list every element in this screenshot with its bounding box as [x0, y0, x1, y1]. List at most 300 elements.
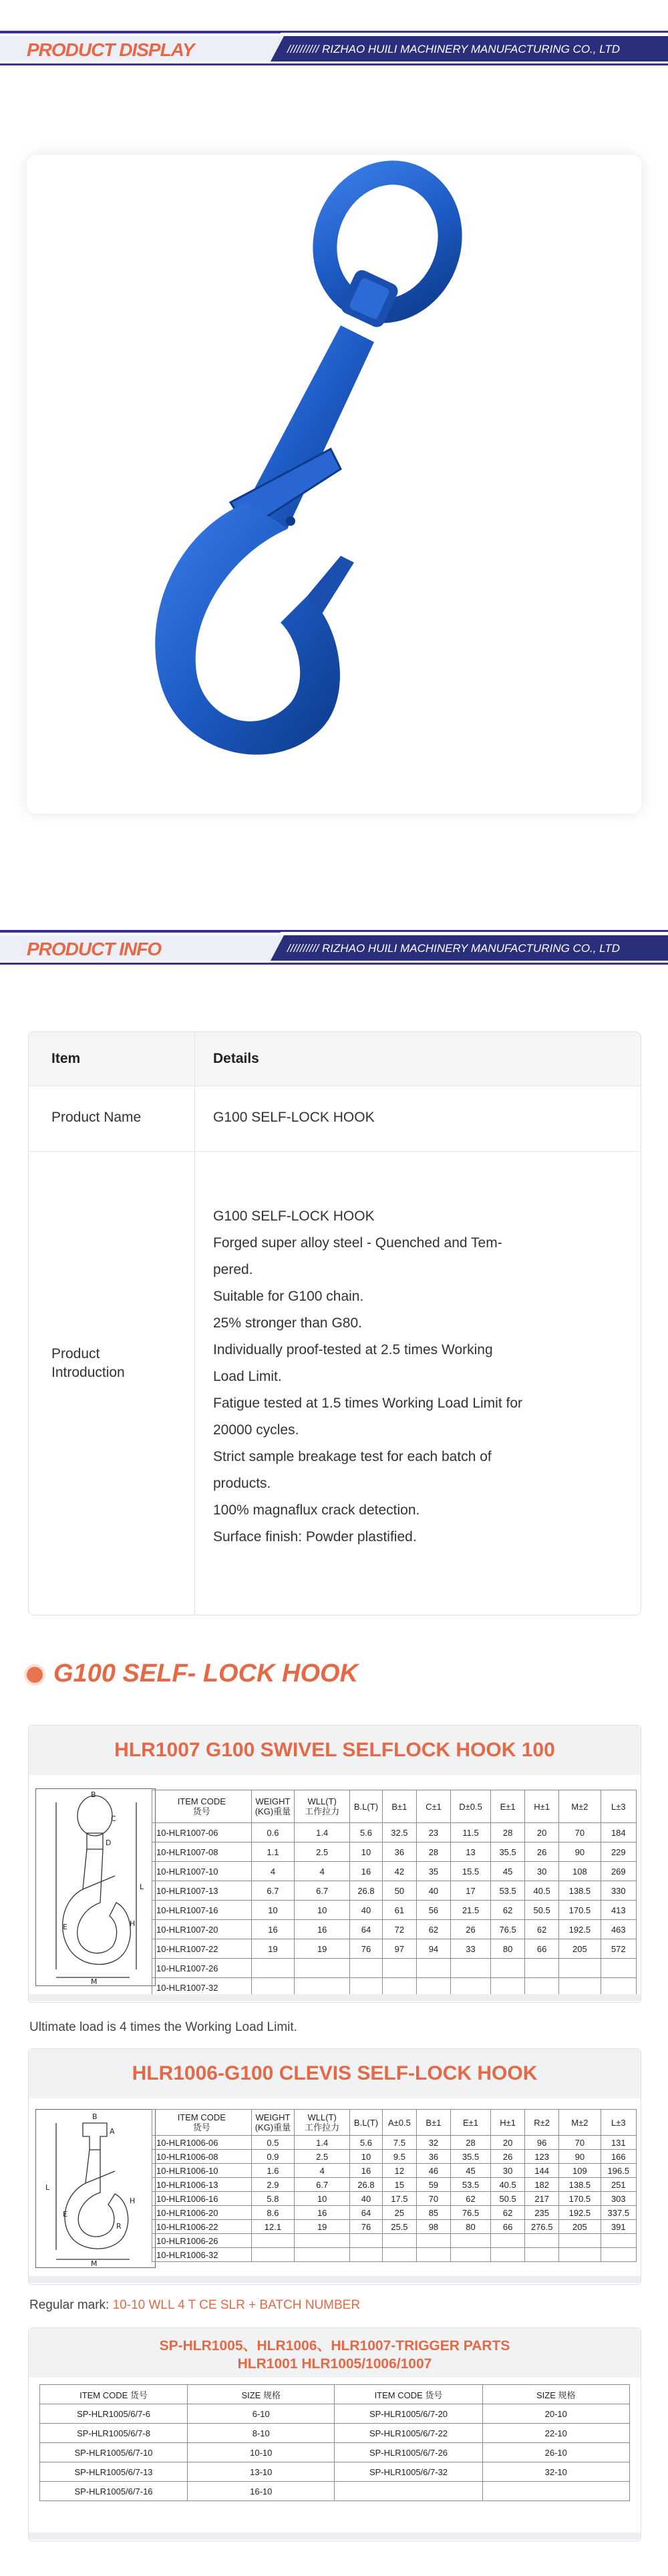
bullet-icon: [27, 1667, 43, 1683]
spec-header-cell: B.L(T): [350, 1790, 383, 1823]
spec-table: [152, 1790, 637, 1997]
spec-value-cell: [491, 2234, 525, 2248]
spec-value-cell: 10: [350, 2150, 383, 2164]
spec-value-cell: 35.5: [491, 1842, 525, 1862]
dim-label: R: [116, 2222, 122, 2231]
spec-value-cell: 2.9: [251, 2178, 295, 2192]
spec-value-cell: [601, 1959, 636, 1978]
banner-company: ////////// RIZHAO HUILI MACHINERY MANUFACTURING CO., LTD: [287, 942, 621, 955]
item-code-cell: 10-HLR1007-22: [152, 1939, 252, 1959]
spec-value-cell: 10: [295, 1901, 350, 1920]
spec-value-cell: 30: [491, 2164, 525, 2178]
trigger-table: [39, 2384, 630, 2501]
spec-value-cell: 64: [350, 2206, 383, 2220]
intro-label-1: Product: [51, 1346, 100, 1361]
trigger-parts-block: [28, 2327, 641, 2541]
trigger-cell: 26-10: [482, 2443, 630, 2462]
spec-value-cell: 40: [350, 1901, 383, 1920]
spec-value-cell: 76: [350, 2220, 383, 2234]
spec-value-cell: 45: [450, 2164, 490, 2178]
dim-label: L: [45, 2183, 50, 2192]
spec-header-cell: A±0.5: [382, 2110, 416, 2136]
spec-value-cell: 11.5: [450, 1823, 490, 1842]
spec-value-cell: 40: [350, 2192, 383, 2206]
spec-value-cell: 5.6: [350, 1823, 383, 1842]
trigger-title-1: SP-HLR1005、HLR1006、HLR1007-TRIGGER PARTS: [159, 2338, 510, 2354]
spec-title: HLR1007 G100 SWIVEL SELFLOCK HOOK 100: [29, 1726, 641, 1775]
intro-line: 20000 cycles.: [213, 1422, 299, 1438]
spec-header-cell: E±1: [491, 1790, 525, 1823]
intro-line: Suitable for G100 chain.: [213, 1289, 364, 1304]
spec-header-cell: WEIGHT (KG)重量: [251, 2110, 295, 2136]
dim-label: H: [130, 1919, 136, 1928]
spec-header-cell: B.L(T): [350, 2110, 383, 2136]
hook-drawing: [35, 1788, 156, 1986]
spec-value-cell: [491, 2248, 525, 2262]
banner-title: PRODUCT INFO: [27, 939, 162, 959]
trigger-cell: 20-10: [482, 2404, 630, 2424]
spec-value-cell: 0.5: [251, 2136, 295, 2150]
dim-label: D: [106, 1838, 112, 1847]
spec-value-cell: 80: [491, 1939, 525, 1959]
product-name-label: Product Name: [51, 1110, 142, 1125]
spec-value-cell: 80: [450, 2220, 490, 2234]
spec-block-hlr1006: [28, 2048, 641, 2285]
spec-value-cell: 32.5: [382, 1823, 416, 1842]
spec-value-cell: [350, 2248, 383, 2262]
spec-value-cell: 337.5: [601, 2206, 636, 2220]
spec-value-cell: 1.1: [251, 1842, 295, 1862]
dim-label: M: [91, 1977, 98, 1985]
spec-value-cell: 9.5: [382, 2150, 416, 2164]
item-code-cell: 10-HLR1006-10: [152, 2164, 252, 2178]
spec-row: [152, 1939, 637, 1959]
spec-value-cell: 28: [491, 1823, 525, 1842]
dim-label: M: [91, 2259, 98, 2267]
intro-line: Forged super alloy steel - Quenched and Tem-: [213, 1235, 502, 1251]
spec-value-cell: 70: [559, 2136, 601, 2150]
spec-value-cell: 205: [559, 2220, 601, 2234]
dim-label: E: [63, 2210, 67, 2219]
item-code-cell: 10-HLR1006-32: [152, 2248, 252, 2262]
spec-value-cell: 184: [601, 1823, 636, 1842]
trigger-cell: 16-10: [188, 2482, 335, 2501]
dim-label: E: [63, 1923, 67, 1931]
trigger-cell: SP-HLR1005/6/7-32: [335, 2462, 482, 2482]
dim-label: B: [91, 1790, 96, 1799]
spec-row: [152, 2164, 637, 2178]
spec-value-cell: [450, 2234, 490, 2248]
spec-header-row: [152, 2110, 637, 2136]
spec-value-cell: 50.5: [491, 2192, 525, 2206]
spec-value-cell: 235: [525, 2206, 559, 2220]
spec-value-cell: 26.8: [350, 1881, 383, 1901]
spec-row: [152, 1959, 637, 1978]
spec-value-cell: 6.7: [295, 1881, 350, 1901]
trigger-title-2: HLR1001 HLR1005/1006/1007: [237, 2356, 432, 2372]
spec-value-cell: 26.8: [350, 2178, 383, 2192]
product-name-value: G100 SELF-LOCK HOOK: [213, 1110, 375, 1125]
product-name-row: [29, 1086, 641, 1152]
section-heading-text: G100 SELF- LOCK HOOK: [53, 1659, 359, 1687]
spec-header-cell: B±1: [382, 1790, 416, 1823]
spec-value-cell: 28: [416, 1842, 450, 1862]
spec-value-cell: 46: [416, 2164, 450, 2178]
spec-header-cell: H±1: [525, 1790, 559, 1823]
spec-value-cell: [416, 1959, 450, 1978]
spec-value-cell: 1.6: [251, 2164, 295, 2178]
spec-value-cell: 6.7: [251, 1881, 295, 1901]
trigger-row: [40, 2462, 630, 2482]
spec-value-cell: 32: [416, 2136, 450, 2150]
spec-header-row: [152, 1790, 637, 1823]
spec-header-cell: D±0.5: [450, 1790, 490, 1823]
spec-value-cell: 572: [601, 1939, 636, 1959]
spec-row: [152, 1823, 637, 1842]
item-code-cell: 10-HLR1006-26: [152, 2234, 252, 2248]
trigger-header-cell: SIZE 规格: [188, 2385, 335, 2404]
spec-value-cell: 170.5: [559, 1901, 601, 1920]
spec-value-cell: 192.5: [559, 1920, 601, 1939]
spec-value-cell: 182: [525, 2178, 559, 2192]
spec-value-cell: [525, 1959, 559, 1978]
spec-value-cell: 98: [416, 2220, 450, 2234]
trigger-row: [40, 2443, 630, 2462]
spec-value-cell: 66: [491, 2220, 525, 2234]
intro-label-2: Introduction: [51, 1365, 125, 1380]
spec-value-cell: 62: [491, 1901, 525, 1920]
spec-row: [152, 2220, 637, 2234]
spec-value-cell: 40: [416, 1881, 450, 1901]
spec-row: [152, 2178, 637, 2192]
spec-row: [152, 2248, 637, 2262]
intro-line: Surface finish: Powder plastified.: [213, 1529, 417, 1545]
spec-value-cell: [450, 1959, 490, 1978]
intro-line: G100 SELF-LOCK HOOK: [213, 1209, 375, 1224]
header-details: Details: [213, 1051, 259, 1066]
spec-value-cell: 12.1: [251, 2220, 295, 2234]
spec-value-cell: [251, 2248, 295, 2262]
spec-header-cell: WLL(T) 工作拉力: [295, 1790, 350, 1823]
spec-value-cell: 196.5: [601, 2164, 636, 2178]
spec-value-cell: [295, 1959, 350, 1978]
spec-value-cell: 33: [450, 1939, 490, 1959]
intro-text: [213, 1203, 614, 1551]
intro-line: Individually proof-tested at 2.5 times Working: [213, 1342, 493, 1357]
product-info-table: [28, 1031, 641, 1615]
item-code-cell: 10-HLR1006-06: [152, 2136, 252, 2150]
spec-value-cell: 269: [601, 1862, 636, 1881]
spec-value-cell: 205: [559, 1939, 601, 1959]
intro-line: Fatigue tested at 1.5 times Working Load Limit for: [213, 1396, 523, 1411]
item-code-cell: 10-HLR1007-08: [152, 1842, 252, 1862]
spec-value-cell: 17.5: [382, 2192, 416, 2206]
spec-value-cell: 53.5: [450, 2178, 490, 2192]
spec-header-cell: H±1: [491, 2110, 525, 2136]
trigger-cell: 10-10: [188, 2443, 335, 2462]
dim-label: B: [92, 2112, 98, 2121]
trigger-header-cell: SIZE 规格: [482, 2385, 630, 2404]
spec-value-cell: [350, 1959, 383, 1978]
spec-value-cell: [450, 2248, 490, 2262]
intro-line: 25% stronger than G80.: [213, 1315, 362, 1331]
spec-row: [152, 1842, 637, 1862]
spec-value-cell: 66: [525, 1939, 559, 1959]
trigger-cell: SP-HLR1005/6/7-6: [40, 2404, 188, 2424]
spec-value-cell: [525, 2248, 559, 2262]
spec-value-cell: 251: [601, 2178, 636, 2192]
spec-value-cell: 15: [382, 2178, 416, 2192]
spec-value-cell: 40.5: [491, 2178, 525, 2192]
product-display-banner: [0, 31, 668, 65]
item-code-cell: 10-HLR1007-16: [152, 1901, 252, 1920]
spec-table: [152, 2109, 637, 2262]
spec-value-cell: 7.5: [382, 2136, 416, 2150]
spec-value-cell: 50.5: [525, 1901, 559, 1920]
product-photo: [27, 155, 641, 814]
spec-value-cell: 35: [416, 1862, 450, 1881]
trigger-cell: [335, 2482, 482, 2501]
trigger-cell: 22-10: [482, 2424, 630, 2443]
regular-mark-note: [29, 2298, 360, 2313]
spec-value-cell: 16: [295, 2206, 350, 2220]
trigger-cell: SP-HLR1005/6/7-10: [40, 2443, 188, 2462]
item-code-cell: 10-HLR1006-16: [152, 2192, 252, 2206]
spec-value-cell: 85: [416, 2206, 450, 2220]
spec-value-cell: 138.5: [559, 2178, 601, 2192]
spec-value-cell: [350, 2234, 383, 2248]
spec-value-cell: 21.5: [450, 1901, 490, 1920]
spec-value-cell: [251, 2234, 295, 2248]
dim-label: A: [110, 2127, 115, 2136]
spec-value-cell: 30: [525, 1862, 559, 1881]
spec-value-cell: [382, 1959, 416, 1978]
item-code-cell: 10-HLR1007-26: [152, 1959, 252, 1978]
spec-header-cell: C±1: [416, 1790, 450, 1823]
intro-line: pered.: [213, 1262, 253, 1277]
spec-value-cell: 391: [601, 2220, 636, 2234]
hook-drawing: [35, 2109, 156, 2268]
spec-row: [152, 2234, 637, 2248]
spec-value-cell: [295, 2248, 350, 2262]
spec-value-cell: 1.4: [295, 2136, 350, 2150]
spec-row: [152, 2206, 637, 2220]
trigger-cell: SP-HLR1005/6/7-16: [40, 2482, 188, 2501]
product-intro-row: [29, 1151, 641, 1615]
spec-value-cell: 192.5: [559, 2206, 601, 2220]
spec-row: [152, 2150, 637, 2164]
spec-value-cell: 2.5: [295, 1842, 350, 1862]
dim-label: C: [111, 1814, 116, 1823]
spec-value-cell: 23: [416, 1823, 450, 1842]
spec-value-cell: 59: [416, 2178, 450, 2192]
hook-illustration: [27, 155, 641, 814]
spec-value-cell: 70: [559, 1823, 601, 1842]
spec-value-cell: 64: [350, 1920, 383, 1939]
trigger-row: [40, 2404, 630, 2424]
spec-value-cell: 8.6: [251, 2206, 295, 2220]
spec-block-hlr1007: [28, 1725, 641, 2003]
spec-value-cell: 170.5: [559, 2192, 601, 2206]
intro-line: products.: [213, 1476, 271, 1491]
spec-value-cell: 50: [382, 1881, 416, 1901]
spec-value-cell: 10: [251, 1901, 295, 1920]
spec-value-cell: 276.5: [525, 2220, 559, 2234]
spec-value-cell: 76: [350, 1939, 383, 1959]
trigger-cell: 13-10: [188, 2462, 335, 2482]
spec-value-cell: 138.5: [559, 1881, 601, 1901]
spec-value-cell: 166: [601, 2150, 636, 2164]
spec-value-cell: 413: [601, 1901, 636, 1920]
spec-value-cell: [601, 2234, 636, 2248]
spec-value-cell: 4: [295, 2164, 350, 2178]
spec-header-cell: L±3: [601, 1790, 636, 1823]
spec-value-cell: 40.5: [525, 1881, 559, 1901]
spec-value-cell: 303: [601, 2192, 636, 2206]
trigger-cell: SP-HLR1005/6/7-8: [40, 2424, 188, 2443]
spec-header-cell: E±1: [450, 2110, 490, 2136]
spec-value-cell: 25.5: [382, 2220, 416, 2234]
spec-header-cell: B±1: [416, 2110, 450, 2136]
spec-header-cell: WLL(T) 工作拉力: [295, 2110, 350, 2136]
trigger-header-cell: ITEM CODE 货号: [335, 2385, 482, 2404]
trigger-cell: 32-10: [482, 2462, 630, 2482]
spec-value-cell: 26: [491, 2150, 525, 2164]
item-code-cell: 10-HLR1007-32: [152, 1978, 252, 1997]
spec-value-cell: 5.8: [251, 2192, 295, 2206]
spec-value-cell: 35.5: [450, 2150, 490, 2164]
spec-row: [152, 2136, 637, 2150]
banner-title: PRODUCT DISPLAY: [27, 39, 194, 60]
spec-value-cell: 62: [416, 1920, 450, 1939]
spec-value-cell: [525, 2234, 559, 2248]
spec-row: [152, 1862, 637, 1881]
spec-header-cell: L±3: [601, 2110, 636, 2136]
spec-header-cell: ITEM CODE 货号: [152, 1790, 252, 1823]
dim-label: H: [130, 2197, 136, 2205]
trigger-header-row: [40, 2385, 630, 2404]
spec-value-cell: 53.5: [491, 1881, 525, 1901]
product-info-banner: [0, 930, 668, 965]
trigger-cell: SP-HLR1005/6/7-22: [335, 2424, 482, 2443]
item-code-cell: 10-HLR1007-06: [152, 1823, 252, 1842]
spec-value-cell: 17: [450, 1881, 490, 1901]
spec-value-cell: 61: [382, 1901, 416, 1920]
item-code-cell: 10-HLR1006-08: [152, 2150, 252, 2164]
ultimate-load-note: Ultimate load is 4 times the Working Load Limit.: [29, 2020, 297, 2034]
spec-title: HLR1006-G100 CLEVIS SELF-LOCK HOOK: [29, 2049, 641, 2098]
spec-header-cell: ITEM CODE 货号: [152, 2110, 252, 2136]
info-header-row: [29, 1032, 641, 1086]
spec-value-cell: 72: [382, 1920, 416, 1939]
spec-value-cell: 62: [491, 2206, 525, 2220]
spec-value-cell: 1.4: [295, 1823, 350, 1842]
spec-value-cell: 76.5: [491, 1920, 525, 1939]
spec-value-cell: [601, 2248, 636, 2262]
trigger-row: [40, 2424, 630, 2443]
spec-row: [152, 1881, 637, 1901]
spec-value-cell: 36: [382, 1842, 416, 1862]
regular-mark-value: 10-10 WLL 4 T CE SLR + BATCH NUMBER: [112, 2298, 361, 2312]
trigger-cell: SP-HLR1005/6/7-26: [335, 2443, 482, 2462]
spec-value-cell: 97: [382, 1939, 416, 1959]
intro-line: Load Limit.: [213, 1369, 282, 1384]
item-code-cell: 10-HLR1006-13: [152, 2178, 252, 2192]
spec-value-cell: 70: [416, 2192, 450, 2206]
spec-value-cell: 6.7: [295, 2178, 350, 2192]
spec-header-cell: M±2: [559, 1790, 601, 1823]
spec-value-cell: 62: [450, 2192, 490, 2206]
spec-value-cell: 229: [601, 1842, 636, 1862]
spec-value-cell: 108: [559, 1862, 601, 1881]
intro-line: Strict sample breakage test for each batch of: [213, 1449, 492, 1464]
spec-value-cell: [491, 1959, 525, 1978]
spec-value-cell: [416, 2234, 450, 2248]
trigger-row: [40, 2482, 630, 2501]
spec-value-cell: 4: [251, 1862, 295, 1881]
spec-value-cell: 463: [601, 1920, 636, 1939]
spec-value-cell: 16: [295, 1920, 350, 1939]
spec-row: [152, 2192, 637, 2206]
item-code-cell: 10-HLR1007-10: [152, 1862, 252, 1881]
spec-value-cell: 42: [382, 1862, 416, 1881]
spec-value-cell: 19: [295, 1939, 350, 1959]
spec-header-cell: M±2: [559, 2110, 601, 2136]
item-code-cell: 10-HLR1006-20: [152, 2206, 252, 2220]
spec-value-cell: 330: [601, 1881, 636, 1901]
spec-value-cell: 56: [416, 1901, 450, 1920]
spec-value-cell: 16: [350, 1862, 383, 1881]
regular-mark-label: Regular mark:: [29, 2298, 113, 2312]
spec-value-cell: 96: [525, 2136, 559, 2150]
spec-value-cell: 90: [559, 1842, 601, 1862]
spec-value-cell: 217: [525, 2192, 559, 2206]
spec-value-cell: [295, 2234, 350, 2248]
item-code-cell: 10-HLR1007-20: [152, 1920, 252, 1939]
spec-value-cell: 10: [350, 1842, 383, 1862]
item-code-cell: 10-HLR1007-13: [152, 1881, 252, 1901]
spec-value-cell: 13: [450, 1842, 490, 1862]
spec-value-cell: 26: [525, 1842, 559, 1862]
spec-value-cell: [559, 1959, 601, 1978]
trigger-cell: 8-10: [188, 2424, 335, 2443]
spec-value-cell: [251, 1959, 295, 1978]
spec-value-cell: 76.5: [450, 2206, 490, 2220]
spec-value-cell: 36: [416, 2150, 450, 2164]
spec-value-cell: 20: [491, 2136, 525, 2150]
spec-value-cell: [559, 2234, 601, 2248]
spec-value-cell: 16: [251, 1920, 295, 1939]
item-code-cell: 10-HLR1006-22: [152, 2220, 252, 2234]
spec-value-cell: [416, 2248, 450, 2262]
spec-value-cell: 26: [450, 1920, 490, 1939]
spec-value-cell: 20: [525, 1823, 559, 1842]
trigger-cell: SP-HLR1005/6/7-13: [40, 2462, 188, 2482]
spec-row: [152, 1920, 637, 1939]
banner-company: ////////// RIZHAO HUILI MACHINERY MANUFACTURING CO., LTD: [287, 43, 621, 55]
spec-value-cell: [559, 2248, 601, 2262]
spec-value-cell: 4: [295, 1862, 350, 1881]
spec-value-cell: 0.6: [251, 1823, 295, 1842]
trigger-cell: [482, 2482, 630, 2501]
spec-value-cell: 62: [525, 1920, 559, 1939]
spec-row: [152, 1901, 637, 1920]
spec-value-cell: 12: [382, 2164, 416, 2178]
spec-value-cell: 25: [382, 2206, 416, 2220]
spec-value-cell: 15.5: [450, 1862, 490, 1881]
spec-header-cell: R±2: [525, 2110, 559, 2136]
spec-value-cell: 131: [601, 2136, 636, 2150]
